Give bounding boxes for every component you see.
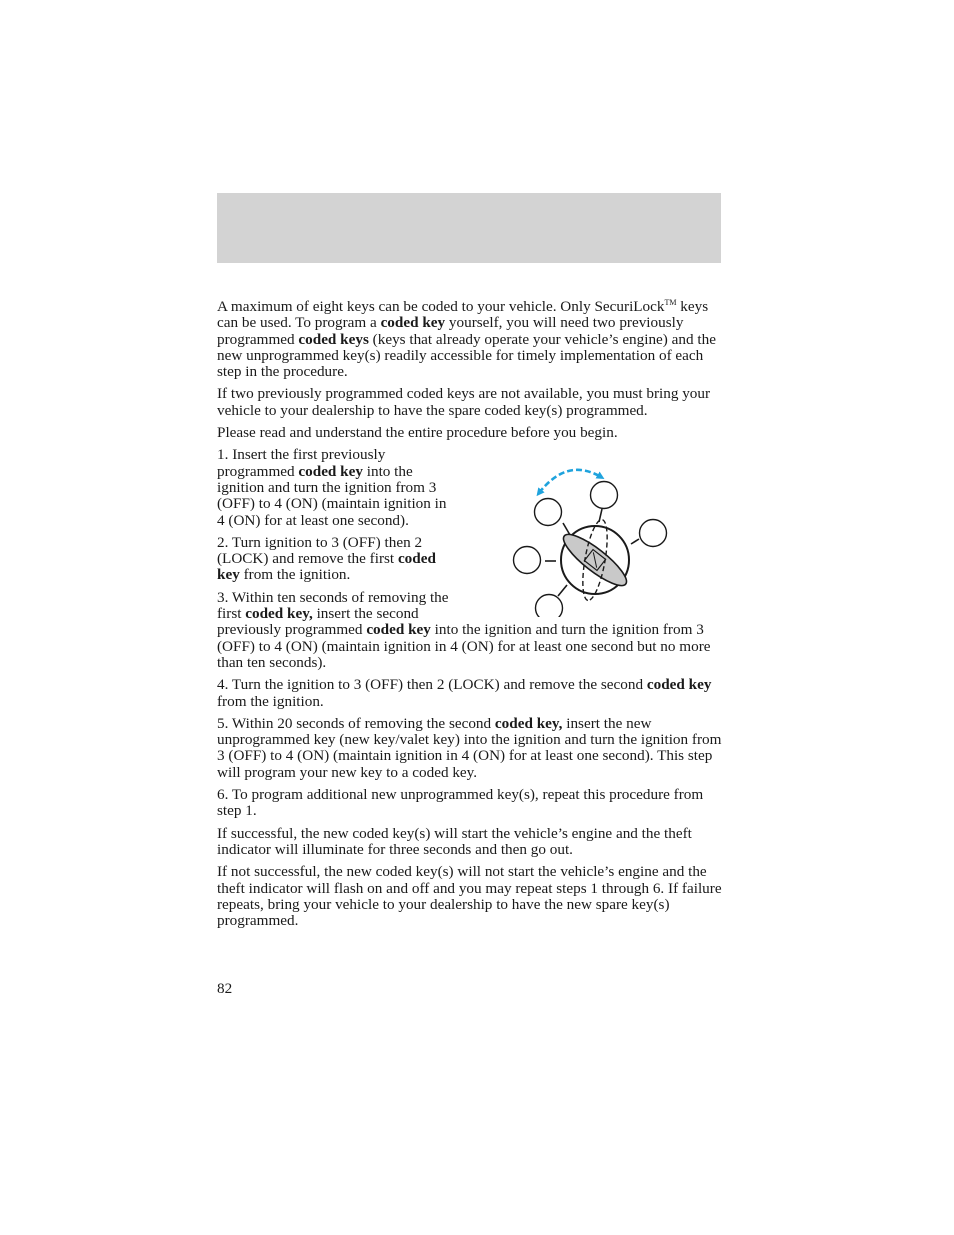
section-header-band [217,193,721,263]
position-marker-3 [591,482,618,509]
trademark-mark: TM [664,298,677,307]
step-6: 6. To program additional new unprogrammed key(s), repeat this procedure from step 1. [217,786,704,820]
step-2: 2. Turn ignition to 3 (OFF) then 2 (LOCK) and remove the first coded key from the ignition. [217,533,436,584]
position-marker-4 [640,520,667,547]
failure-paragraph: If not successful, the new coded key(s) will not start the vehicle’s engine and the theft indicator will flash on and off and you may repeat steps 1 through 6. If failure repeats, bring your vehicle to your dealership to have the new spare key(s) programmed. [217,863,722,930]
page-number: 82 [217,980,233,997]
intro-paragraph [217,299,723,380]
success-paragraph: If successful, the new coded key(s) will start the vehicle’s engine and the theft indicator will illuminate for three seconds and then go out. [217,824,692,858]
procedure-text [217,299,723,935]
step-5: 5. Within 20 seconds of removing the second coded key, insert the new unprogrammed key (new key/valet key) into the ignition and turn the ignition from 3 (OFF) to 4 (ON) (maintain ignition in 4 (ON) for at least one second). This step will program your new key to a coded key. [217,714,722,781]
intro-bold-coded-key: coded key [380,314,446,332]
dealership-paragraph: If two previously programmed coded keys are not available, you must bring your vehicle to your dealership to have the spare coded key(s) programmed. [217,385,711,419]
position-marker-5 [536,595,563,618]
intro-bold-coded-keys: coded keys [298,330,369,348]
position-marker-1 [514,547,541,574]
position-marker-2 [535,499,562,526]
intro-text-a: A maximum of eight keys can be coded to your vehicle. Only SecuriLock [217,298,665,315]
ignition-diagram-svg [463,447,723,617]
tick-line [631,539,639,544]
step-4: 4. Turn the ignition to 3 (OFF) then 2 (LOCK) and remove the second coded key from the ignition. [217,676,712,710]
intro-text-d: (keys that already operate your vehicle’s engine) and the new unprogrammed key(s) readily accessible for timely implementation of each step in the procedure. [217,330,716,381]
read-first-paragraph: Please read and understand the entire procedure before you begin. [217,424,618,442]
ignition-diagram [463,447,723,617]
tick-line [558,585,567,596]
tick-line [563,523,570,535]
intro-text-b: keys can be used. To program a [217,298,709,332]
intro-text-c: yourself, you will need two previously programmed [217,314,684,348]
step-1: 1. Insert the first previously programmed coded key into the ignition and turn the ignition from 3 (OFF) to 4 (ON) (maintain ignition in 4 (ON) for at least one second). [217,446,447,529]
step-3: 3. Within ten seconds of removing the first coded key, insert the second previously programmed coded key into the ignition and turn the ignition from 3 (OFF) to 4 (ON) (maintain ignition in 4 (ON) for at least one second but no more than ten seconds). [217,588,711,671]
